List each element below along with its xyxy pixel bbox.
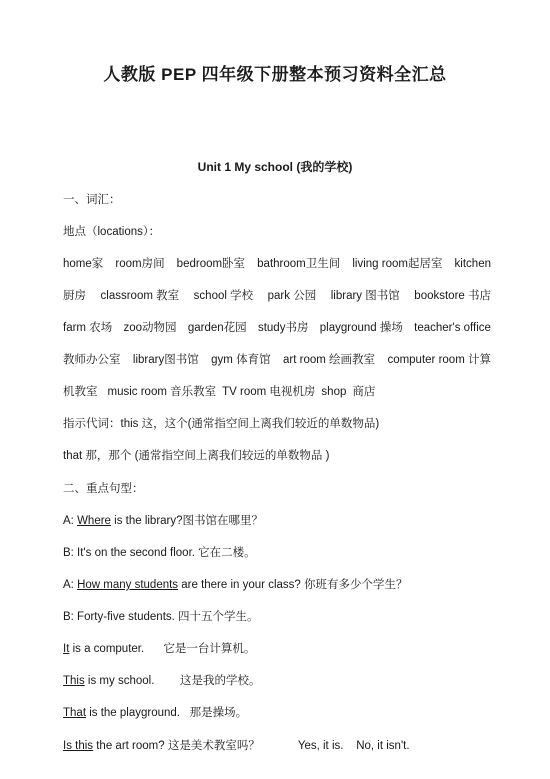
- vocab-item: bookstore 书店: [414, 290, 491, 302]
- vocab-item: zoo动物园: [123, 322, 177, 334]
- sentence-text: is my school. 这是我的学校。: [84, 675, 261, 687]
- underlined-phrase: It: [63, 643, 70, 655]
- unit-title: Unit 1 My school (我的学校): [197, 160, 353, 174]
- vocab-item: shop: [321, 386, 347, 398]
- vocab-line: [63, 256, 491, 272]
- vocab-line: [63, 288, 491, 304]
- vocab-item: garden花园: [187, 322, 247, 334]
- locations-label: 地点（locations）：: [63, 226, 161, 238]
- vocab-item: kitchen: [454, 258, 491, 270]
- sentence-line: [63, 673, 543, 689]
- vocab-item: study书房: [257, 322, 309, 334]
- vocab-item: art room 绘画教室: [283, 354, 376, 366]
- sentence-line: [63, 705, 543, 721]
- underlined-phrase: Is this: [63, 740, 94, 752]
- vocab-line: [63, 352, 491, 368]
- vocab-item: computer room 计算: [387, 354, 491, 366]
- vocab-item: home家: [63, 258, 104, 270]
- demonstrative-that: that 那，那个 (通常指空间上离我们较远的单数物品 ): [63, 450, 330, 462]
- vocab-item: classroom 教室: [100, 290, 180, 302]
- vocab-item: library图书馆: [132, 354, 199, 366]
- underlined-phrase: This: [63, 675, 85, 687]
- sentence-prefix: A:: [63, 579, 78, 591]
- vocab-item: music room 音乐教室: [107, 386, 217, 398]
- section-heading-sentences: 二、重点句型：: [63, 483, 144, 495]
- sentence-line: [63, 738, 543, 754]
- sentence-prefix: A:: [63, 515, 78, 527]
- vocab-item: park 公园: [267, 290, 317, 302]
- sentence-text: is the playground. 那是操场。: [86, 707, 248, 719]
- vocab-line: [63, 320, 491, 336]
- vocab-item: room房间: [115, 258, 165, 270]
- underlined-phrase: Where: [77, 515, 111, 527]
- sentence-line: B: It's on the second floor. 它在二楼。: [63, 547, 256, 559]
- document-title: 人教版 PEP 四年级下册整本预习资料全汇总: [103, 65, 447, 84]
- vocab-line: [63, 384, 543, 400]
- vocab-item: library 图书馆: [330, 290, 400, 302]
- sentence-text: is a computer. 它是一台计算机。: [69, 643, 256, 655]
- sentence-text: is the library?图书馆在哪里？: [110, 515, 264, 527]
- sentence-text: the art room? 这是美术教室吗？: [93, 740, 260, 752]
- vocab-item: gym 体育馆: [211, 354, 271, 366]
- vocab-item: 机教室: [63, 386, 98, 398]
- vocab-item: playground 操场: [319, 322, 403, 334]
- answer-text: Yes, it is. No, it isn't.: [297, 740, 410, 752]
- vocab-item: bathroom卫生间: [257, 258, 341, 270]
- sentence-text: are there in your class? 你班有多少个学生？: [178, 579, 408, 591]
- underlined-phrase: That: [63, 707, 87, 719]
- vocab-item: 教师办公室: [63, 354, 121, 366]
- underlined-phrase: How many students: [77, 579, 179, 591]
- vocab-item: teacher's office: [414, 322, 491, 334]
- section-heading-vocabulary: 一、词汇：: [63, 194, 121, 206]
- demonstrative-this: 指示代词：this 这，这个(通常指空间上离我们较近的单数物品): [63, 418, 380, 430]
- sentence-line: [63, 513, 543, 529]
- vocab-item: farm 农场: [63, 322, 113, 334]
- vocab-item: bedroom卧室: [176, 258, 246, 270]
- vocab-item: 商店: [352, 386, 376, 398]
- vocab-item: TV room 电视机房: [222, 386, 316, 398]
- vocab-item: living room起居室: [352, 258, 443, 270]
- sentence-line: [63, 641, 543, 657]
- sentence-line: [63, 577, 543, 593]
- sentence-line: B: Forty-five students. 四十五个学生。: [63, 611, 259, 623]
- vocab-item: 厨房: [63, 290, 86, 302]
- vocab-item: school 学校: [193, 290, 254, 302]
